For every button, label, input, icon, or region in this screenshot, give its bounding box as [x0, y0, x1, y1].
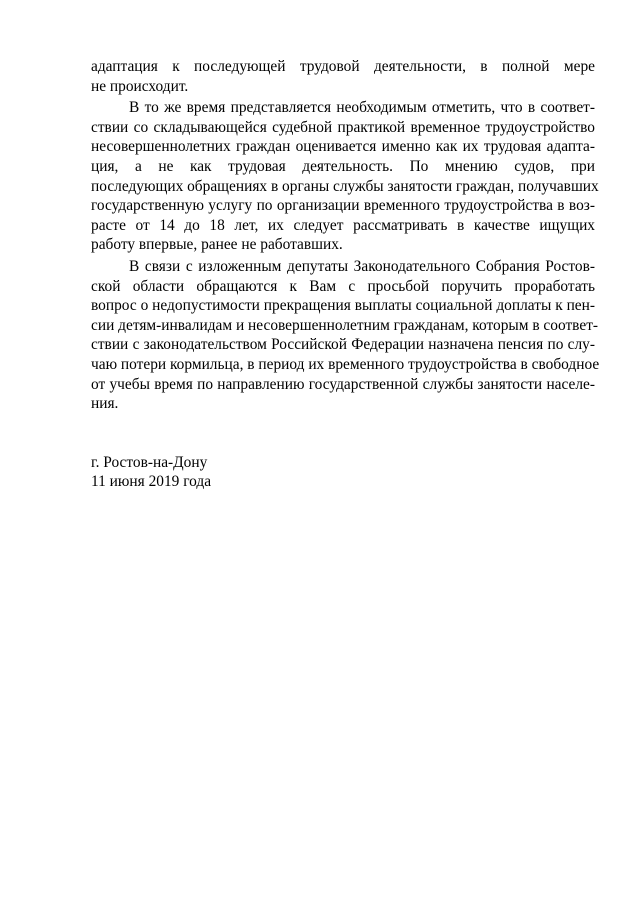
text-line: чаю потери кормильца, в период их временного трудоустройства в свободное — [91, 355, 600, 373]
text-line: ствии с законодательством Российской Федерации назначена пенсия по слу- — [91, 336, 595, 354]
paragraph-2 — [91, 98, 599, 255]
document-page — [91, 57, 600, 492]
closing-block — [91, 453, 595, 492]
paragraph-3 — [91, 257, 600, 414]
text-line: ствии со складывающейся судебной практикой временное трудоустройство — [91, 118, 595, 136]
text-line: государственную услугу по организации временного трудоустройства в воз- — [91, 197, 595, 215]
text-line: адаптация к последующей трудовой деятельности, в полной мере — [91, 58, 595, 75]
text-line: вопрос о недопустимости прекращения выплаты социальной доплаты к пен- — [91, 297, 595, 315]
text-line: расте от 14 до 18 лет, их следует рассматривать в качестве ищущих — [91, 216, 595, 234]
closing-date: 11 июня 2019 года — [91, 473, 212, 491]
text-line: несовершеннолетних граждан оценивается именно как их трудовая адапта- — [91, 138, 595, 156]
text-line: ния. — [91, 395, 119, 413]
text-line: В то же время представляется необходимым отметить, что в соответ- — [129, 99, 595, 117]
text-line: работу впервые, ранее не работавших. — [91, 236, 343, 254]
text-line: сии детям-инвалидам и несовершеннолетним гражданам, которым в соответ- — [91, 316, 599, 334]
text-line: ской области обращаются к Вам с просьбой поручить проработать — [91, 277, 595, 295]
text-line: В связи с изложенным депутаты Законодательного Собрания Ростов- — [129, 257, 595, 275]
text-line: последующих обращениях в органы службы занятости граждан, получавших — [91, 177, 599, 195]
closing-place: г. Ростов-на-Дону — [91, 453, 208, 471]
text-line: от учебы время по направлению государственной службы занятости населе- — [91, 375, 595, 393]
text-line: не происходит. — [91, 77, 189, 95]
text-line: ция, а не как трудовая деятельность. По мнению судов, при — [91, 157, 595, 175]
paragraph-1 — [91, 57, 595, 96]
